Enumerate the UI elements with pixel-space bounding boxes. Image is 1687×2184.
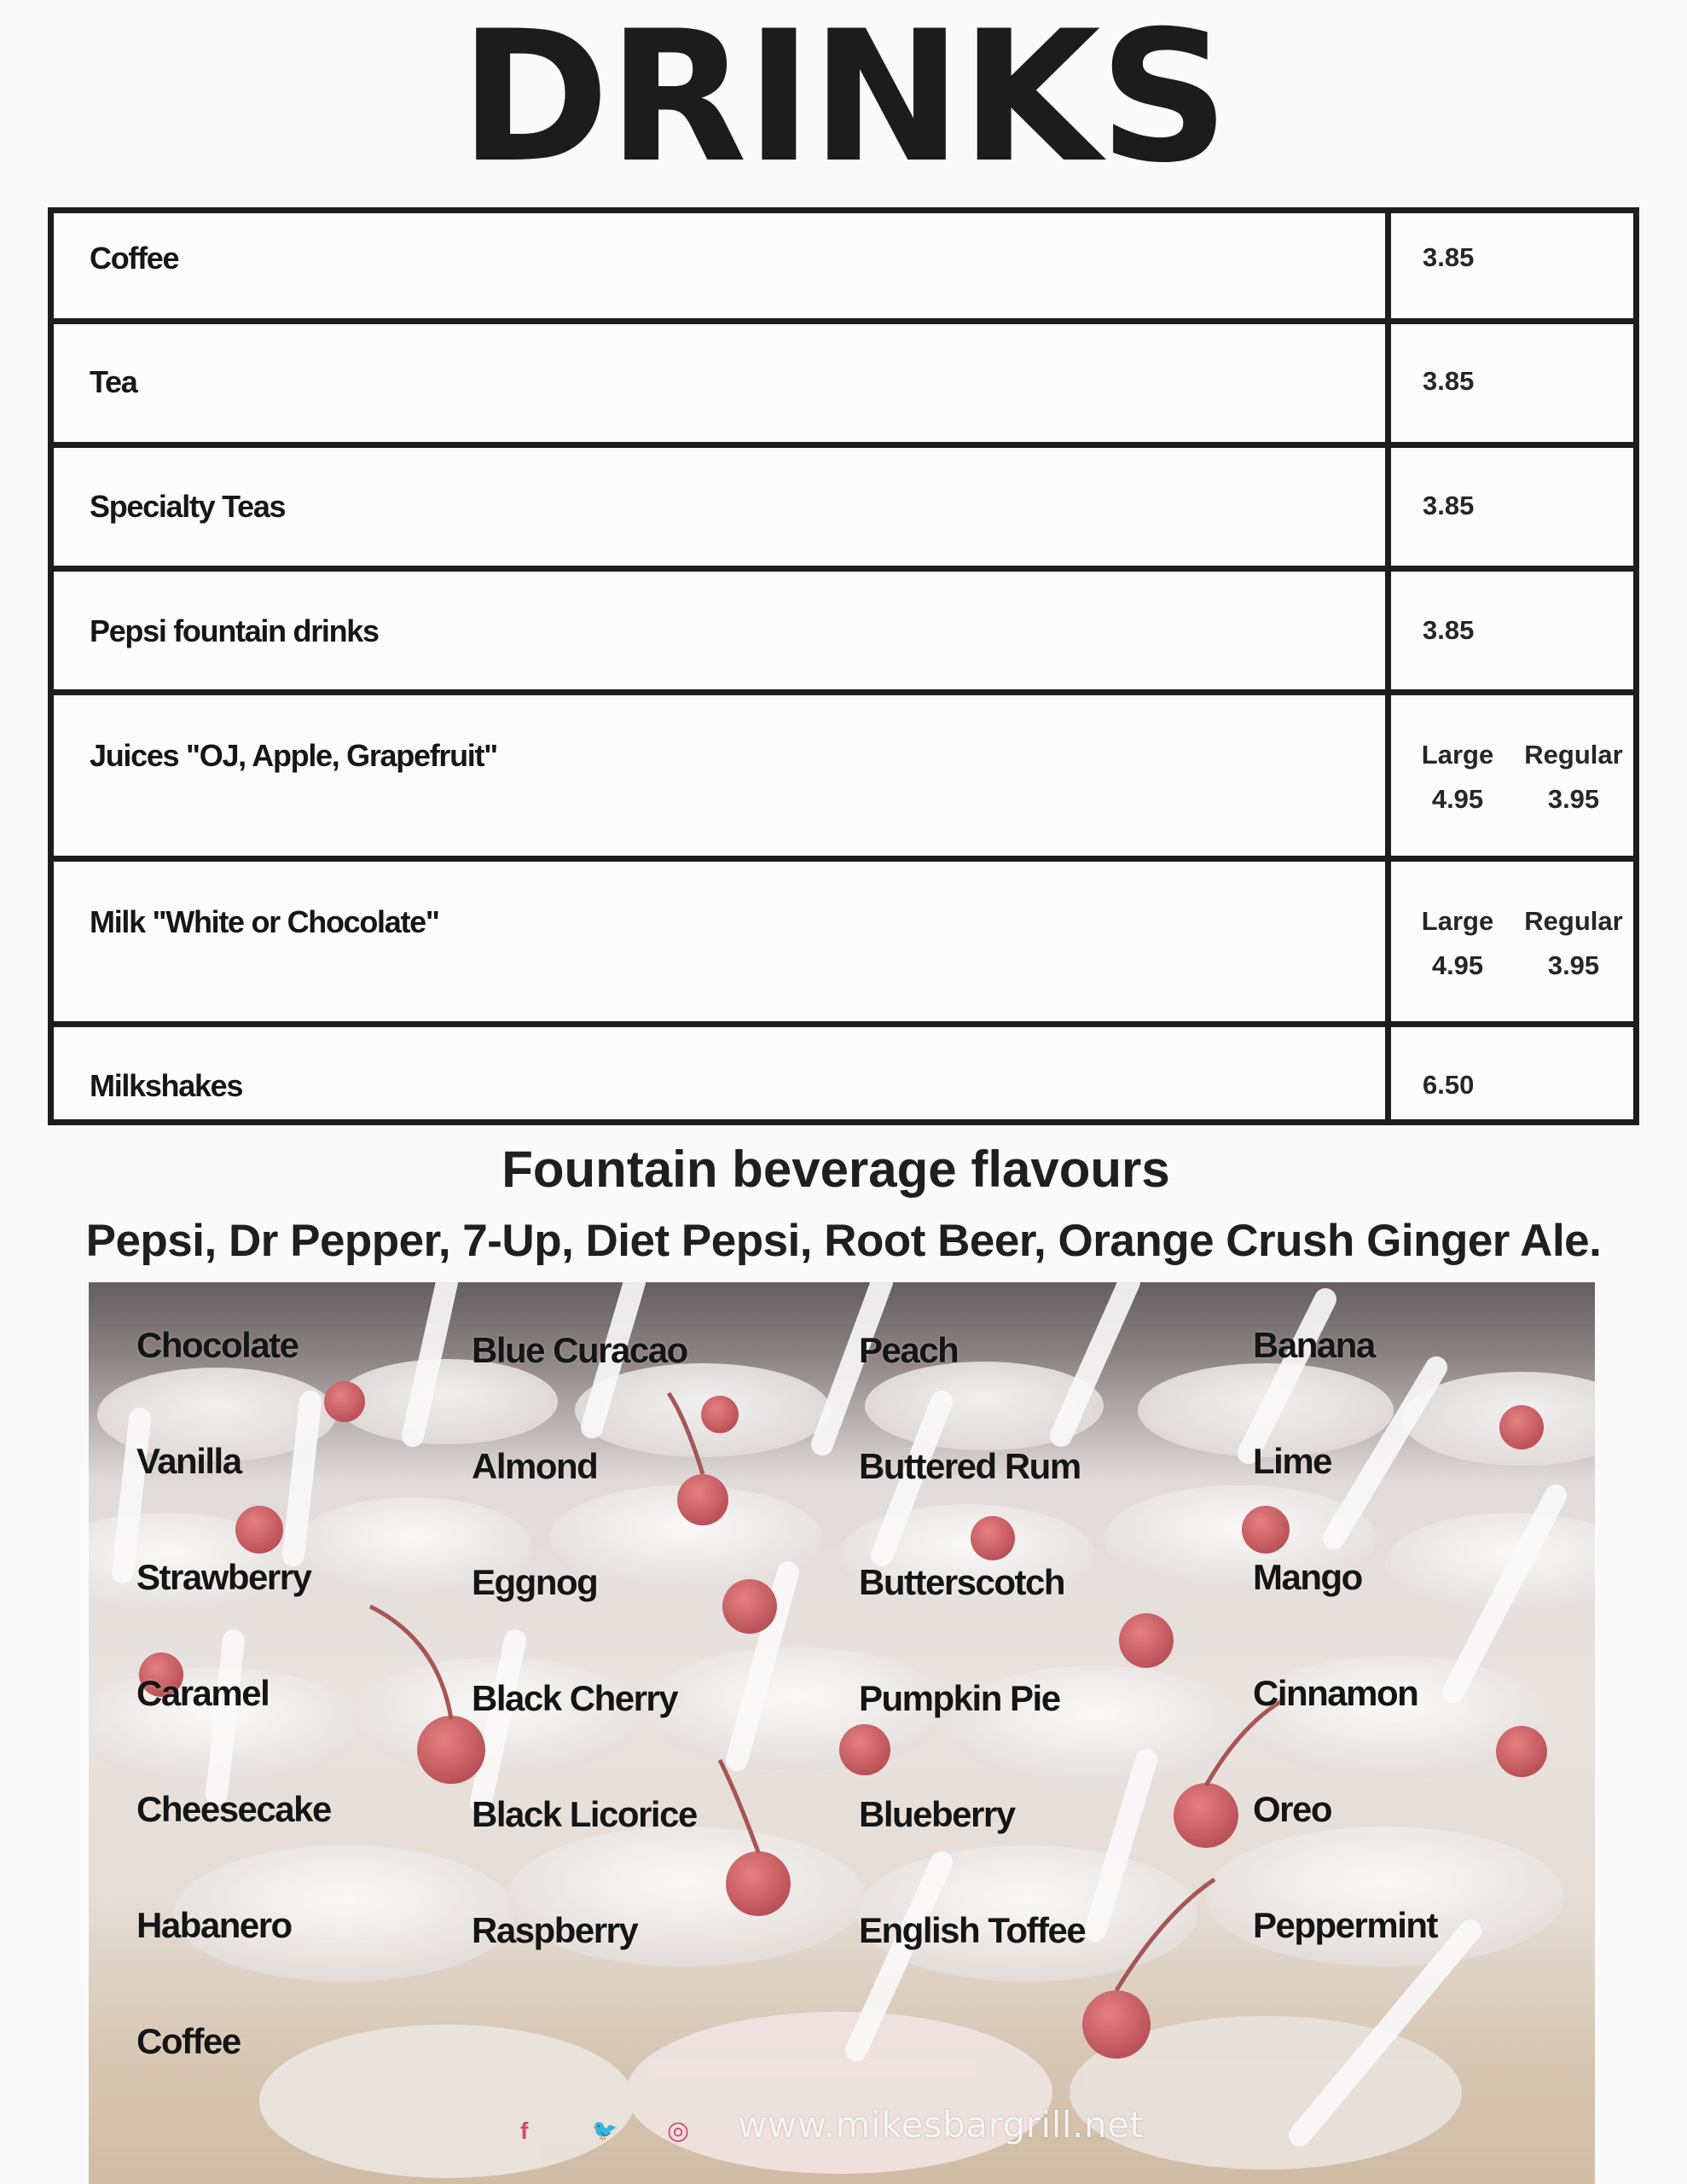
item-price: 3.85 <box>1423 242 1475 272</box>
item-name: Milk "White or Chocolate" <box>90 904 439 939</box>
menu-row-juices <box>54 695 1633 862</box>
fountain-heading: Fountain beverage flavours <box>501 1141 1170 1198</box>
size-regular <box>1514 899 1633 988</box>
menu-row-pepsi-fountain <box>54 572 1633 695</box>
item-name: Milkshakes <box>90 1068 243 1103</box>
flavour-item: Peppermint <box>1253 1905 1438 1945</box>
flavour-item: Black Licorice <box>472 1794 697 1834</box>
size-price: 3.95 <box>1547 950 1600 980</box>
size-large <box>1410 899 1505 988</box>
item-name: Pepsi fountain drinks <box>90 613 379 648</box>
item-name: Coffee <box>90 241 179 276</box>
item-name: Juices "OJ, Apple, Grapefruit" <box>90 738 497 773</box>
page-title: DRINKS <box>459 0 1228 202</box>
photo-overlay <box>89 1282 1595 2184</box>
item-price: 3.85 <box>1423 491 1475 520</box>
size-label: Large <box>1421 906 1494 936</box>
flavour-item: Almond <box>472 1446 598 1486</box>
flavour-item: Raspberry <box>472 1910 638 1950</box>
flavour-item: Coffee <box>136 2021 241 2061</box>
flavour-item: Mango <box>1253 1557 1362 1597</box>
size-label: Regular <box>1524 740 1623 770</box>
flavour-item: Strawberry <box>136 1557 311 1597</box>
flavour-item: Butterscotch <box>859 1562 1065 1602</box>
item-price: 6.50 <box>1423 1070 1475 1100</box>
menu-row-milk <box>54 862 1633 1027</box>
drinks-price-table <box>48 207 1639 1125</box>
item-name: Specialty Teas <box>90 489 286 524</box>
flavour-item: Peach <box>859 1330 959 1370</box>
size-large <box>1410 733 1505 822</box>
menu-row-tea <box>54 324 1633 448</box>
flavour-item: Pumpkin Pie <box>859 1678 1060 1718</box>
menu-row-specialty-teas <box>54 448 1633 572</box>
size-label: Regular <box>1524 906 1623 936</box>
flavour-item: Habanero <box>136 1905 292 1945</box>
flavour-item: Oreo <box>1253 1789 1332 1829</box>
twitter-icon[interactable]: 🐦 <box>592 2119 617 2142</box>
flavour-item: English Toffee <box>859 1910 1086 1950</box>
item-price: 3.85 <box>1423 366 1475 396</box>
item-name: Tea <box>90 364 137 399</box>
flavour-item: Black Cherry <box>472 1678 678 1718</box>
flavour-item: Cinnamon <box>1253 1673 1418 1713</box>
size-label: Large <box>1421 740 1494 770</box>
size-price: 4.95 <box>1431 784 1484 814</box>
flavour-item: Cheesecake <box>136 1789 331 1829</box>
flavour-item: Banana <box>1253 1325 1375 1365</box>
flavour-item: Blue Curacao <box>472 1330 687 1370</box>
item-price: 3.85 <box>1423 615 1475 645</box>
instagram-icon[interactable]: ◎ <box>667 2117 690 2145</box>
flavour-item: Eggnog <box>472 1562 598 1602</box>
size-price: 4.95 <box>1431 950 1484 980</box>
menu-row-coffee <box>54 213 1633 324</box>
website-link[interactable]: www.mikesbargrill.net <box>738 2104 1145 2146</box>
facebook-icon[interactable]: f <box>520 2117 529 2144</box>
flavour-item: Caramel <box>136 1673 270 1713</box>
fountain-flavour-list: Pepsi, Dr Pepper, 7-Up, Diet Pepsi, Root Beer, Orange Crush Ginger Ale. <box>85 1216 1602 1266</box>
flavour-item: Blueberry <box>859 1794 1015 1834</box>
flavour-item: Vanilla <box>136 1441 241 1481</box>
size-regular <box>1514 733 1633 822</box>
flavour-item: Lime <box>1253 1441 1332 1481</box>
flavour-item: Buttered Rum <box>859 1446 1081 1486</box>
flavour-item: Chocolate <box>136 1325 299 1365</box>
menu-row-milkshakes <box>54 1027 1633 1119</box>
milkshake-flavour-panel <box>89 1282 1595 2184</box>
size-price: 3.95 <box>1547 784 1600 814</box>
